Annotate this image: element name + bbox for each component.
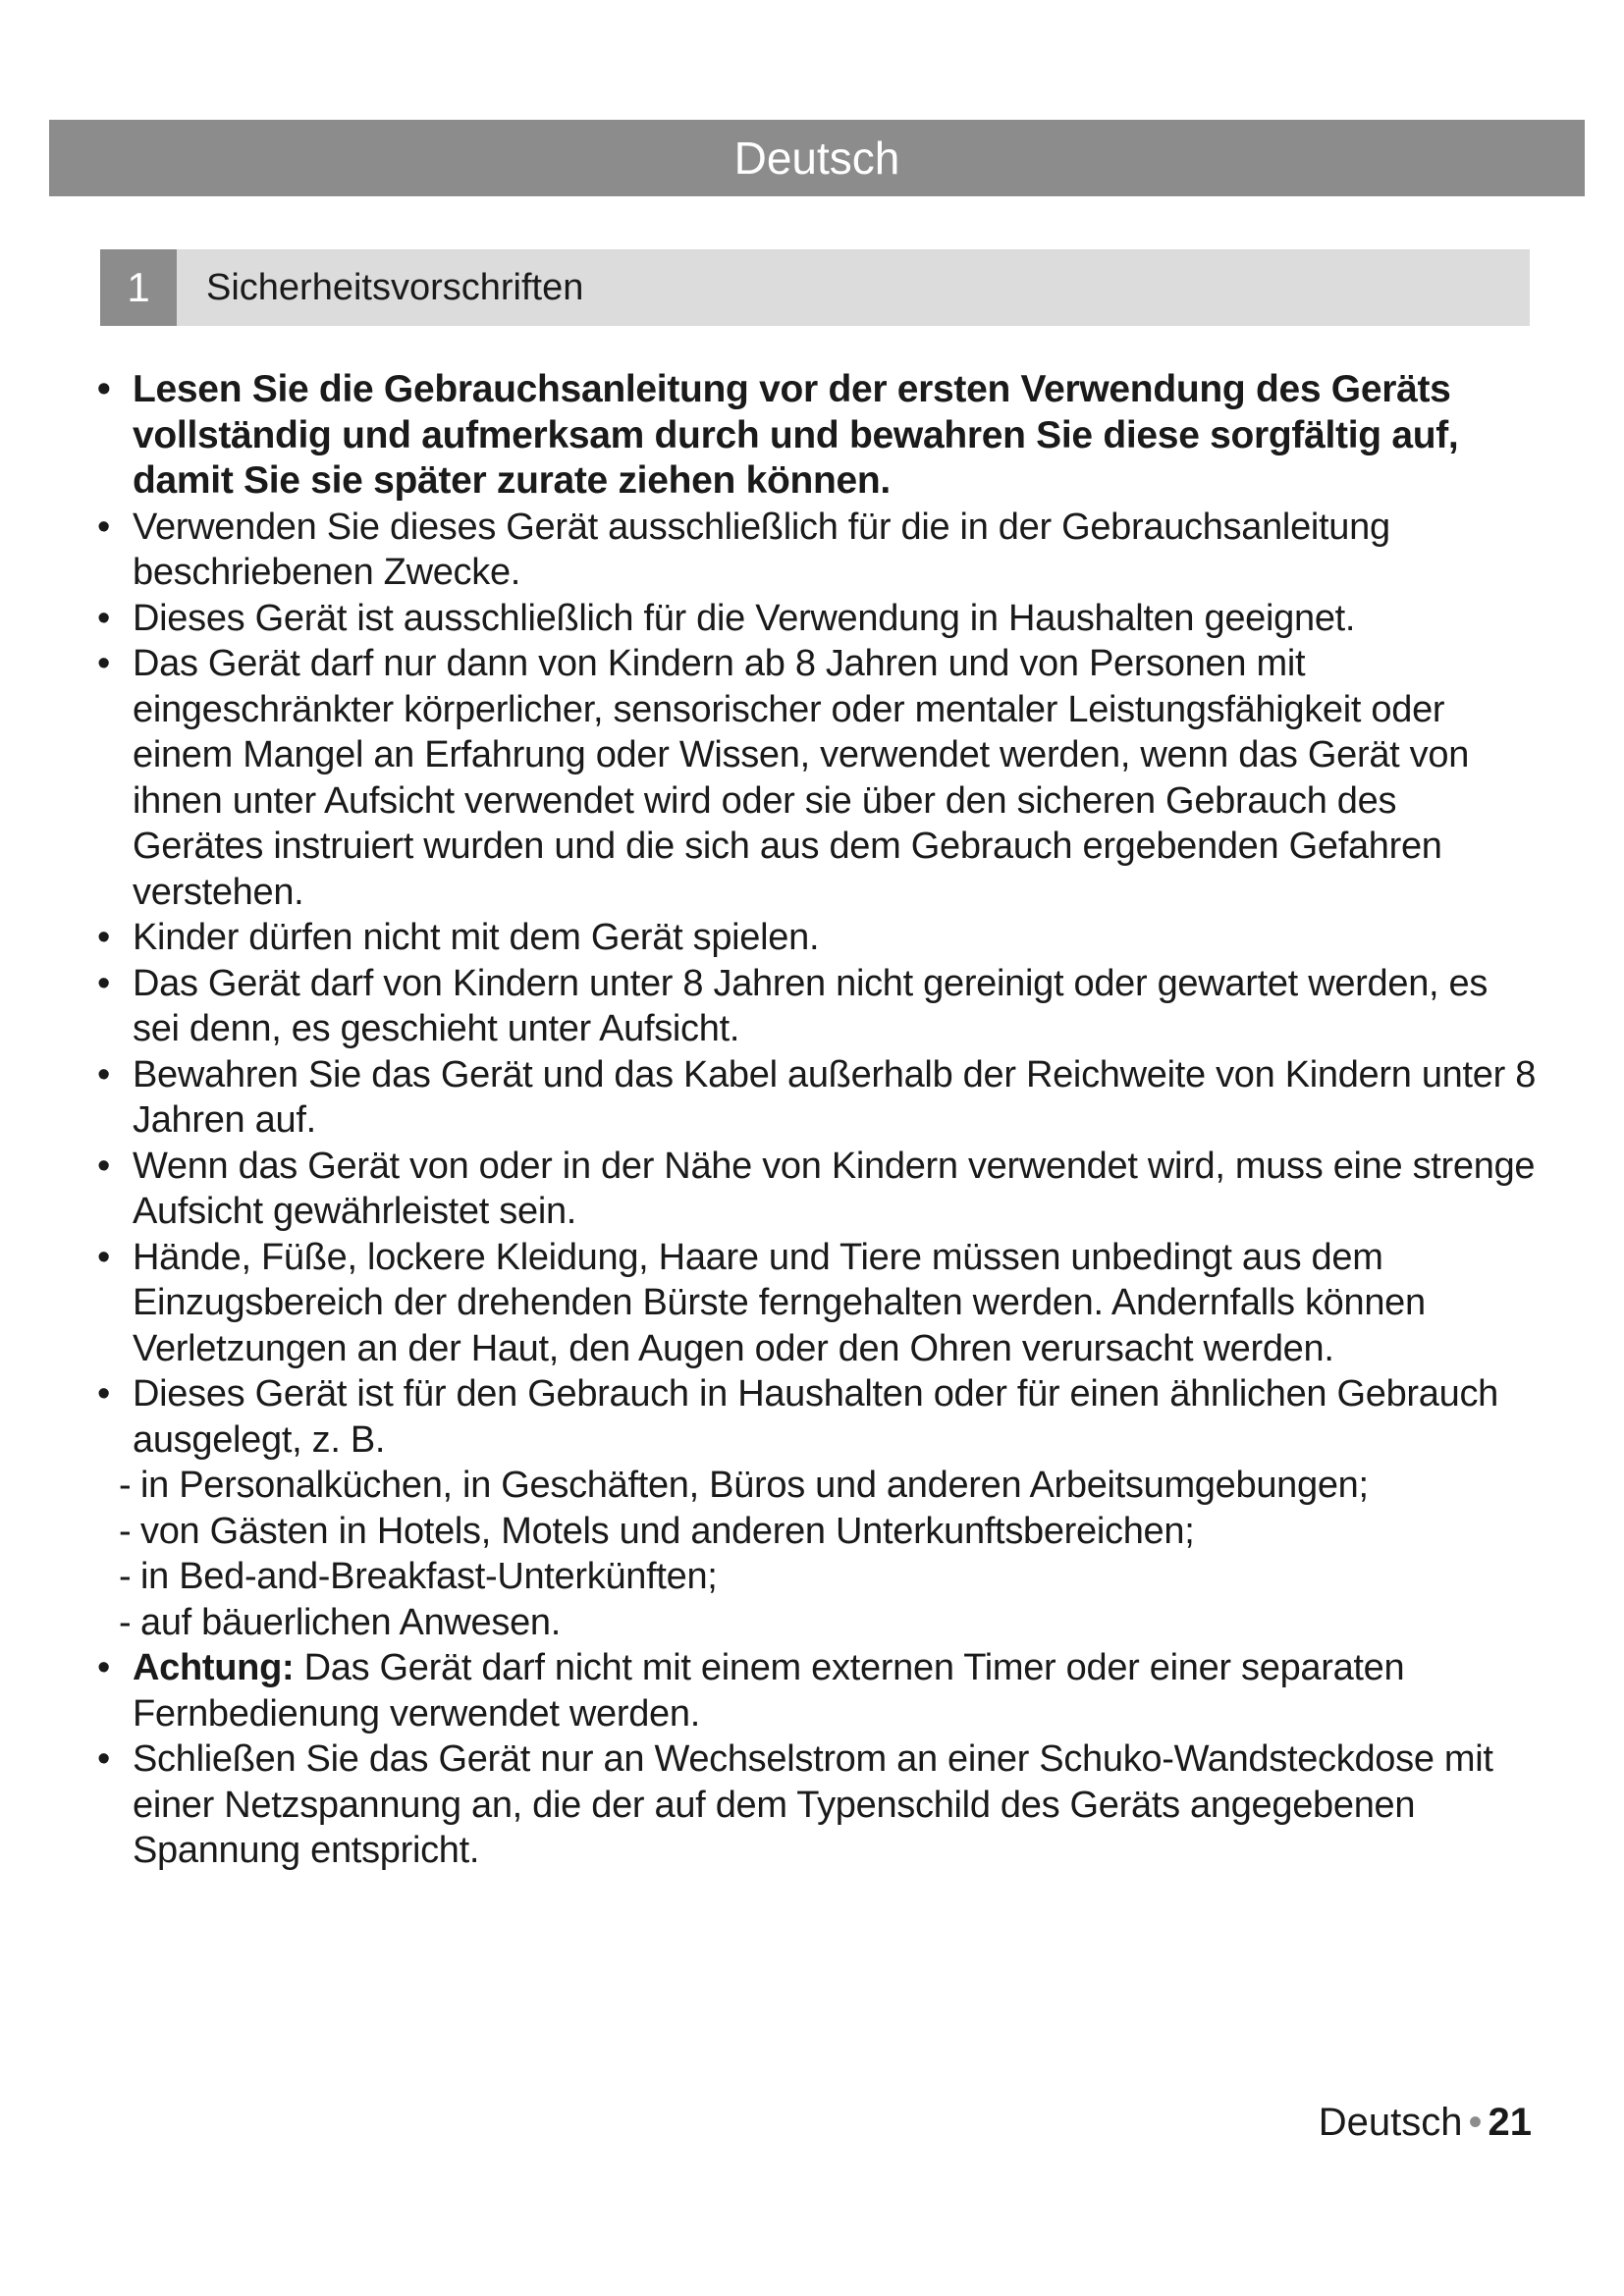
warning-text: Das Gerät darf nicht mit einem externen Timer oder einer separaten Fernbedienung verwendet werden.: [133, 1647, 1405, 1735]
page-number: 21: [1488, 2101, 1532, 2144]
sub-list-item: - in Personalküchen, in Geschäften, Büros und anderen Arbeitsumgebungen;: [93, 1463, 1537, 1509]
sub-list-item: - von Gästen in Hotels, Motels und anderen Unterkunftsbereichen;: [93, 1509, 1537, 1555]
list-item-warning: [93, 1645, 1537, 1736]
list-item: • Verwenden Sie dieses Gerät ausschließlich für die in der Gebrauchsanleitung beschriebenen Zwecke.: [93, 505, 1537, 596]
list-item: • Kinder dürfen nicht mit dem Gerät spielen.: [93, 915, 1537, 961]
list-item: • Hände, Füße, lockere Kleidung, Haare und Tiere müssen unbedingt aus dem Einzugsbereich der drehenden Bürste ferngehalten werden. Andernfalls können Verletzungen an der Haut, den Augen oder den Ohren verursacht werden.: [93, 1235, 1537, 1372]
list-item: • Bewahren Sie das Gerät und das Kabel außerhalb der Reichweite von Kindern unter 8 Jahren auf.: [93, 1052, 1537, 1144]
list-item-intro: • Lesen Sie die Gebrauchsanleitung vor der ersten Verwendung des Geräts vollständig und aufmerksam durch und bewahren Sie diese sorgfältig auf, damit Sie sie später zurate ziehen können.: [93, 367, 1537, 505]
list-item: • Dieses Gerät ist für den Gebrauch in Haushalten oder für einen ähnlichen Gebrauch ausgelegt, z. B.: [93, 1371, 1537, 1463]
list-item: • Wenn das Gerät von oder in der Nähe von Kindern verwendet wird, muss eine strenge Aufsicht gewährleistet sein.: [93, 1144, 1537, 1235]
language-header-title: Deutsch: [733, 133, 900, 184]
section-header: [100, 249, 1530, 326]
warning-label: Achtung:: [133, 1647, 295, 1688]
section-number: 1: [100, 249, 177, 326]
page-footer: [1319, 2101, 1532, 2145]
list-item: • Dieses Gerät ist ausschließlich für die Verwendung in Haushalten geeignet.: [93, 596, 1537, 642]
language-header-bar: [49, 120, 1585, 196]
section-title: Sicherheitsvorschriften: [206, 266, 584, 308]
footer-language: Deutsch: [1318, 2101, 1463, 2144]
sub-list-item: - in Bed-and-Breakfast-Unterkünften;: [93, 1554, 1537, 1600]
footer-separator-dot: •: [1468, 2101, 1483, 2144]
list-item: • Das Gerät darf von Kindern unter 8 Jahren nicht gereinigt oder gewartet werden, es sei denn, es geschieht unter Aufsicht.: [93, 961, 1537, 1052]
list-item: • Schließen Sie das Gerät nur an Wechselstrom an einer Schuko-Wandsteckdose mit einer Netzspannung an, die der auf dem Typenschild des Geräts angegebenen Spannung entspricht.: [93, 1736, 1537, 1874]
list-item: • Das Gerät darf nur dann von Kindern ab 8 Jahren und von Personen mit eingeschränkter körperlicher, sensorischer oder mentaler Leistungsfähigkeit oder einem Mangel an Erfahrung oder Wissen, verwendet werden, wenn das Gerät von ihnen unter Aufsicht verwendet wird oder sie über den sicheren Gebrauch des Gerätes instruiert wurden und die sich aus dem Gebrauch ergebenden Gefahren verstehen.: [93, 641, 1537, 915]
sub-list-item: - auf bäuerlichen Anwesen.: [93, 1600, 1537, 1646]
safety-instructions-list: [93, 367, 1537, 1874]
